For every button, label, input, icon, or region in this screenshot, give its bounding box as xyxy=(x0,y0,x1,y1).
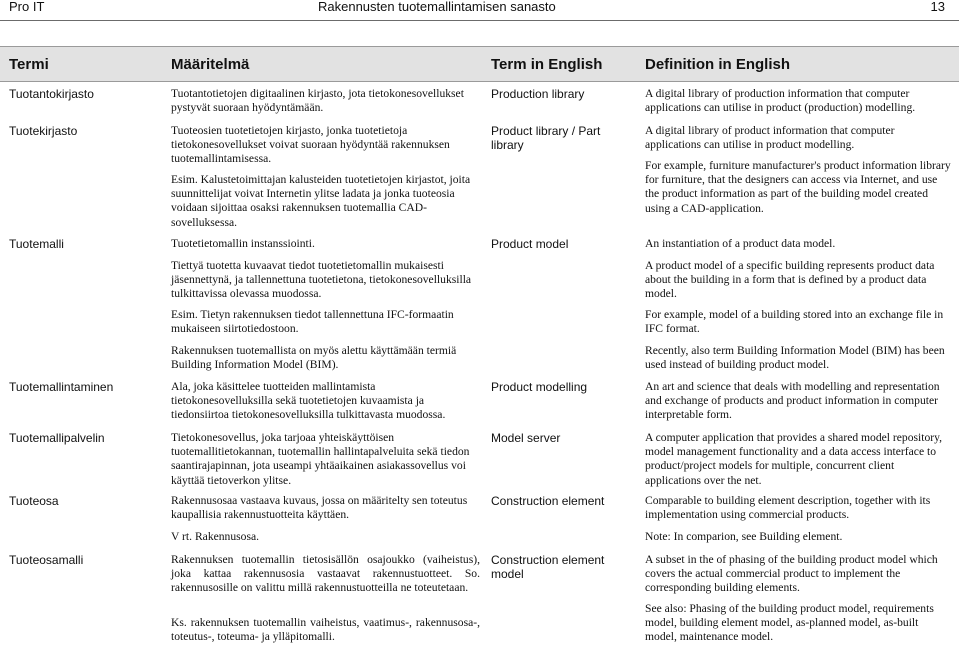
term-en-cell: Construction element model xyxy=(491,553,605,581)
definition-en-paragraph: Comparable to building element description, together with its implementation using commercial products. xyxy=(645,494,931,522)
term-cell: Tuotantokirjasto xyxy=(9,87,94,101)
term-cell: Tuoteosamalli xyxy=(9,553,84,567)
definition-en-paragraph: For example, furniture manufacturer's product information library for furniture, that the designers can access via Internet, and use the product information as part of the building model created using a CAD-application. xyxy=(645,159,951,215)
header-left-text: Pro IT xyxy=(9,0,45,14)
column-header-term: Termi xyxy=(9,56,49,73)
definition-fi-paragraph: Tietokonesovellus, joka tarjoaa yhteiskäyttöisen tuotemallitietokannan, tuotemallin hallintapalveluita sekä tiedon saantirajapinnan, jota useampi yhtäaikainen asiakassovellus voi käyttää tietoverkon ylitse. xyxy=(171,431,470,487)
definition-fi-paragraph: Rakennuksen tuotemallin tietosisällön osajoukko (vaiheistus), joka kattaa rakennusosia vastaavat rakennustuotteet. So. rakennusosille on valittu millä rakennustuotteilla ne toteutetaan. xyxy=(171,553,480,595)
definition-fi-paragraph: Rakennuksen tuotemallista on myös alettu käyttämään termiä Building Information Model (BIM). xyxy=(171,344,457,372)
definition-fi-paragraph: Tiettyä tuotetta kuvaavat tiedot tuotetietomallin mukaisesti jäsennettynä, ja tallennettuna tuotetietona, tietokonesovelluksilla tulkittavissa olevassa muodossa. xyxy=(171,259,472,301)
definition-en-paragraph: An instantiation of a product data model. xyxy=(645,237,836,250)
definition-fi-paragraph: Esim. Kalustetoimittajan kalusteiden tuotetietojen kirjastot, joita suunnittelijat voivat Internetin ylitse ladata ja jonka tuoteosia voidaan sijoittaa osaksi rakennuksen tuotemallia CAD-sovelluksessa. xyxy=(171,173,471,229)
term-cell: Tuotemallintaminen xyxy=(9,380,114,394)
term-en-cell: Product modelling xyxy=(491,380,588,394)
definition-en-paragraph: A computer application that provides a shared model repository, model management functionality and a data access interface to product/project models for multiple, concurrent client applications over the net. xyxy=(645,431,943,487)
definition-fi-paragraph: Tuoteosien tuotetietojen kirjasto, jonka tuotetietoja tietokonesovellukset voivat suoraan hyödyntää rakennuksen tuotemallintamisessa. xyxy=(171,124,450,166)
term-en-cell: Model server xyxy=(491,431,561,445)
column-header-definition-en: Definition in English xyxy=(645,56,790,73)
page-number: 13 xyxy=(930,0,945,14)
definition-fi-paragraph: Ks. rakennuksen tuotemallin vaiheistus, vaatimus-, rakennusosa-, toteutus-, toteuma- ja ylläpitomalli. xyxy=(171,616,480,644)
table-header-band xyxy=(0,46,959,82)
definition-en-paragraph: For example, model of a building stored into an exchange file in IFC format. xyxy=(645,308,944,336)
term-en-cell: Construction element xyxy=(491,494,605,508)
column-header-term-en: Term in English xyxy=(491,56,603,73)
term-en-cell: Production library xyxy=(491,87,585,101)
definition-en-paragraph: An art and science that deals with modelling and representation and exchange of products and product information in computer interpretable form. xyxy=(645,380,940,422)
header-divider xyxy=(0,20,959,21)
definition-fi-paragraph: Rakennusosaa vastaava kuvaus, jossa on määritelty sen toteutus kaupallisia rakennustuotteita käyttäen. xyxy=(171,494,468,522)
definition-en-paragraph: A digital library of product information that computer applications can utilise in product modelling. xyxy=(645,124,895,152)
definition-en-paragraph: A subset in the of phasing of the building product model which covers the actual commercial product to implement the corresponding building elements. xyxy=(645,553,938,595)
definition-fi-paragraph: Tuotantotietojen digitaalinen kirjasto, jota tietokonesovellukset pystyvät suoraan hyödyntämään. xyxy=(171,87,464,115)
definition-fi-paragraph: Esim. Tietyn rakennuksen tiedot tallennettuna IFC-formaatin mukaiseen siirtotiedostoon. xyxy=(171,308,454,336)
definition-en-paragraph: Note: In comparion, see Building element. xyxy=(645,530,843,543)
term-cell: Tuoteosa xyxy=(9,494,59,508)
definition-fi-paragraph: Tuotetietomallin instanssiointi. xyxy=(171,237,315,250)
term-en-cell: Product library / Part library xyxy=(491,124,601,152)
term-cell: Tuotemallipalvelin xyxy=(9,431,105,445)
term-cell: Tuotemalli xyxy=(9,237,64,251)
header-document-title: Rakennusten tuotemallintamisen sanasto xyxy=(318,0,556,14)
definition-en-paragraph: Recently, also term Building Information Model (BIM) has been used instead of building product model. xyxy=(645,344,945,372)
page-header xyxy=(0,0,959,14)
definition-en-paragraph: See also: Phasing of the building product model, requirements model, building element model, as-planned model, as-built model, maintenance model. xyxy=(645,602,934,644)
column-header-definition-fi: Määritelmä xyxy=(171,56,250,73)
definition-fi-paragraph: Ala, joka käsittelee tuotteiden mallintamista tietokonesovelluksilla sekä tuotetietojen kuvaamista ja tiedonsiirtoa tietokonesovelluksilla tulkittavasta muodossa. xyxy=(171,380,446,422)
definition-en-paragraph: A product model of a specific building represents product data about the building in a form that is defined by a product data model. xyxy=(645,259,935,301)
definition-fi-paragraph: V rt. Rakennusosa. xyxy=(171,530,260,543)
term-cell: Tuotekirjasto xyxy=(9,124,78,138)
term-en-cell: Product model xyxy=(491,237,569,251)
definition-en-paragraph: A digital library of production information that computer applications can utilise in product (production) modelling. xyxy=(645,87,916,115)
